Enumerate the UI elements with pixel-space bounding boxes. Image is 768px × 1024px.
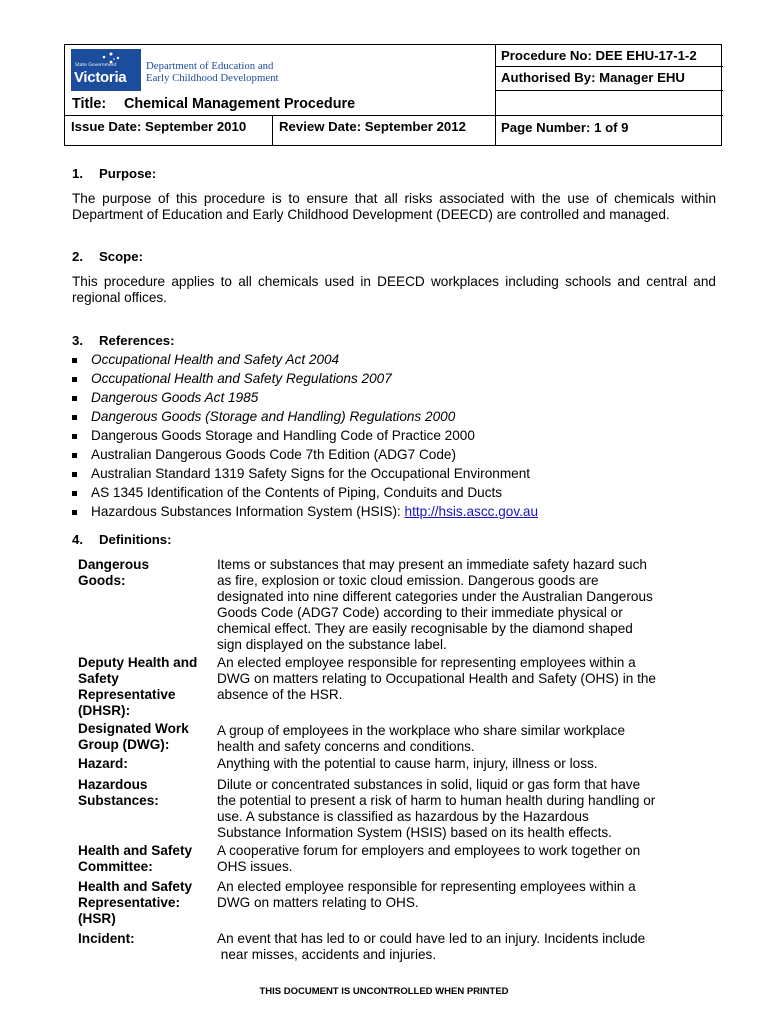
list-item xyxy=(72,485,722,504)
header-divider xyxy=(495,90,723,91)
definition-term: Health and Safety Committee: xyxy=(78,843,193,874)
definition-description: Dilute or concentrated substances in solid, liquid or gas form that have the potential to present a risk of harm to human health during handling or use. A substance is classified as hazardous by the Hazardous Substance Information System (HSIS) based on its health effects. xyxy=(217,777,656,840)
department-line-1: Department of Education and xyxy=(146,60,274,72)
section-heading: Purpose: xyxy=(99,166,157,181)
bullet-icon xyxy=(72,453,77,458)
definition-term: Designated Work Group (DWG): xyxy=(78,721,189,752)
list-item xyxy=(72,352,722,371)
bullet-icon xyxy=(72,510,77,515)
procedure-number: Procedure No: DEE EHU-17-1-2 xyxy=(501,48,697,63)
section-heading: References: xyxy=(99,333,175,348)
list-item xyxy=(72,447,722,466)
reference-text: Australian Standard 1319 Safety Signs for the Occupational Environment xyxy=(91,466,531,481)
definition-description: A cooperative forum for employers and employees to work together on OHS issues. xyxy=(217,843,641,874)
department-line-2: Early Childhood Development xyxy=(146,72,279,84)
bullet-icon xyxy=(72,491,77,496)
definition-description: A group of employees in the workplace who share similar workplace health and safety concerns and conditions. xyxy=(217,723,626,754)
review-date: Review Date: September 2012 xyxy=(279,119,466,134)
definition-term: Hazardous Substances: xyxy=(78,777,159,808)
reference-text: Occupational Health and Safety Act 2004 xyxy=(91,352,340,367)
list-item xyxy=(72,428,722,447)
title-label: Title: xyxy=(72,96,107,112)
bullet-icon xyxy=(72,377,77,382)
section-purpose-heading xyxy=(72,166,156,182)
reference-text: Dangerous Goods Storage and Handling Code of Practice 2000 xyxy=(91,428,475,443)
department-name xyxy=(146,60,286,84)
definition-description: Anything with the potential to cause harm, injury, illness or loss. xyxy=(217,756,598,771)
list-item xyxy=(72,504,722,523)
page-number: Page Number: 1 of 9 xyxy=(501,120,629,135)
document-title xyxy=(72,96,355,112)
issue-date: Issue Date: September 2010 xyxy=(71,119,247,134)
header-divider-vertical xyxy=(495,45,496,146)
uncontrolled-document-footer: THIS DOCUMENT IS UNCONTROLLED WHEN PRINTED xyxy=(259,986,509,997)
bullet-icon xyxy=(72,415,77,420)
authorised-by: Authorised By: Manager EHU xyxy=(501,70,685,85)
scope-text: This procedure applies to all chemicals used in DEECD workplaces including schools and central and regional offices. xyxy=(72,274,716,305)
definition-term: Hazard: xyxy=(78,756,128,771)
section-heading: Scope: xyxy=(99,249,143,264)
list-item xyxy=(72,371,722,390)
references-list xyxy=(72,352,722,523)
definition-description: Items or substances that may present an immediate safety hazard such as fire, explosion or toxic cloud emission. Dangerous goods are designated into nine different categories under the Australian Dangerous Goods Code (ADG7 Code) according to their immediate physical or chemical effect. They are easily recognisable by the diamond shaped sign displayed on the substance label. xyxy=(217,557,653,652)
reference-text: Hazardous Substances Information System (HSIS): xyxy=(91,504,401,519)
definition-description: An elected employee responsible for representing employees within a DWG on matters relating to OHS. xyxy=(217,879,636,910)
title-value: Chemical Management Procedure xyxy=(124,96,356,112)
list-item xyxy=(72,466,722,485)
definition-term: Dangerous Goods: xyxy=(78,557,150,588)
badge-small-text: State Government xyxy=(75,63,117,68)
definition-term: Health and Safety Representative: (HSR) xyxy=(78,879,193,926)
definition-description: An event that has led to or could have led to an injury. Incidents include near misses, accidents and injuries. xyxy=(217,931,646,962)
document-header-table xyxy=(64,44,722,146)
bullet-icon xyxy=(72,396,77,401)
section-number: 1. xyxy=(72,166,83,181)
definition-description: An elected employee responsible for representing employees within a DWG on matters relating to Occupational Health and Safety (OHS) in the absence of the HSR. xyxy=(217,655,656,702)
header-divider xyxy=(495,66,723,67)
bullet-icon xyxy=(72,434,77,439)
definition-term: Deputy Health and Safety Representative (DHSR): xyxy=(78,655,198,718)
bullet-icon xyxy=(72,358,77,363)
department-logo xyxy=(71,49,279,91)
header-divider xyxy=(65,115,723,116)
reference-text: Dangerous Goods Act 1985 xyxy=(91,390,259,405)
section-definitions-heading xyxy=(72,532,172,548)
section-scope-heading xyxy=(72,249,143,265)
purpose-text: The purpose of this procedure is to ensure that all risks associated with the use of chemicals within Department of Education and Early Childhood Development (DEECD) are controlled and managed. xyxy=(72,191,716,222)
section-heading: Definitions: xyxy=(99,532,172,547)
reference-text: Occupational Health and Safety Regulations 2007 xyxy=(91,371,392,386)
reference-text: Dangerous Goods (Storage and Handling) Regulations 2000 xyxy=(91,409,456,424)
victoria-badge xyxy=(71,49,141,91)
list-item xyxy=(72,390,722,409)
header-divider-vertical xyxy=(272,115,273,146)
badge-name: Victoria xyxy=(74,69,127,86)
section-references-heading xyxy=(72,333,175,349)
hsis-link[interactable]: http://hsis.ascc.gov.au xyxy=(404,504,539,519)
reference-text: AS 1345 Identification of the Contents of Piping, Conduits and Ducts xyxy=(91,485,503,500)
section-number: 4. xyxy=(72,532,83,547)
list-item xyxy=(72,409,722,428)
definition-term: Incident: xyxy=(78,931,135,946)
reference-text: Australian Dangerous Goods Code 7th Edition (ADG7 Code) xyxy=(91,447,456,462)
section-number: 3. xyxy=(72,333,83,348)
bullet-icon xyxy=(72,472,77,477)
section-number: 2. xyxy=(72,249,83,264)
